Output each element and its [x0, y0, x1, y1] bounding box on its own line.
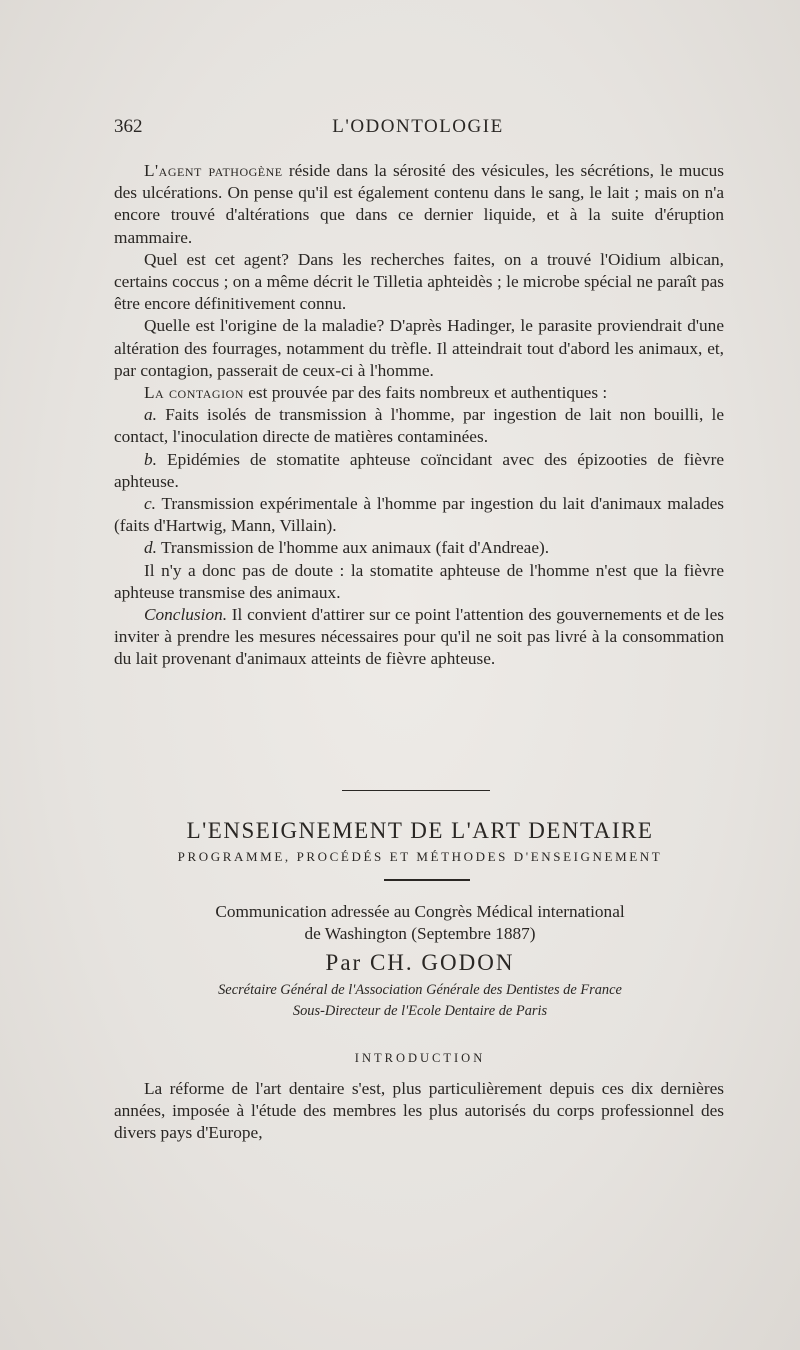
list-item-b	[114, 449, 724, 493]
item-c-text: Transmission expérimentale à l'homme par ingestion du lait d'animaux malades (faits d'Hartwig, Mann, Villain).	[114, 494, 724, 536]
body-text	[114, 160, 724, 671]
section-title: L'ENSEIGNEMENT DE L'ART DENTAIRE	[186, 818, 654, 843]
list-item-d	[114, 537, 724, 559]
introduction-paragraph: La réforme de l'art dentaire s'est, plus particulièrement depuis ces dix dernières années, imposée à l'étude des membres les plus autorisés du corps professionnel des divers pays d'Europe,	[114, 1079, 724, 1143]
item-d-text: Transmission de l'homme aux animaux (fait d'Andreae).	[156, 538, 550, 558]
item-a-label: a.	[144, 405, 157, 425]
item-d-label: d.	[144, 538, 157, 558]
title-underline	[384, 879, 470, 881]
section-subtitle: PROGRAMME, PROCÉDÉS ET MÉTHODES D'ENSEIGNEMENT	[177, 849, 663, 864]
page-number: 362	[114, 116, 143, 137]
item-b-label: b.	[144, 449, 157, 469]
author-line: Par CH. GODON	[325, 950, 515, 975]
item-b-text: Epidémies de stomatite aphteuse coïncidant avec des épizooties de fièvre aphteuse.	[114, 449, 724, 491]
list-item-c	[114, 493, 724, 537]
contagion-label: La contagion	[144, 383, 244, 403]
affiliation-line-1: Secrétaire Général de l'Association Générale des Dentistes de France	[218, 982, 622, 998]
contagion-text: est prouvée par des faits nombreux et authentiques :	[243, 383, 608, 403]
page-header	[114, 116, 722, 146]
affiliation-line-2: Sous-Directeur de l'Ecole Dentaire de Paris	[292, 1003, 548, 1019]
item-a-text: Faits isolés de transmission à l'homme, par ingestion de lait non bouilli, le contact, l'inoculation directe de matières contaminées.	[114, 405, 724, 447]
paragraph-contagion	[114, 382, 724, 404]
item-c-label: c.	[144, 494, 156, 514]
introduction-heading: INTRODUCTION	[354, 1051, 486, 1065]
communication-line-2: de Washington (Septembre 1887)	[304, 924, 536, 943]
communication-line-1: Communication adressée au Congrès Médical international	[215, 902, 625, 921]
conclusion-label: Conclusion.	[144, 605, 228, 625]
agent-label: L'agent pathogène	[144, 161, 283, 180]
introduction-text	[114, 1078, 724, 1145]
paragraph-agent	[114, 160, 724, 249]
list-item-a	[114, 404, 724, 448]
paragraph-question-agent: Quel est cet agent? Dans les recherches faites, on a trouvé l'Oidium albican, certains coccus ; on a même décrit le Tilletia aphteidès ; le microbe spécial ne paraît pas être encore définitivement connu.	[114, 249, 724, 314]
paragraph-doubt: Il n'y a donc pas de doute : la stomatite aphteuse de l'homme n'est que la fièvre aphteuse transmise des animaux.	[114, 560, 724, 602]
running-head: L'ODONTOLOGIE	[332, 116, 504, 137]
paragraph-origin: Quelle est l'origine de la maladie? D'après Hadinger, le parasite proviendrait d'une altération des fourrages, notamment du trèfle. Il atteindrait tout d'abord les animaux, et, par contagion, passerait de ceux-ci à l'homme.	[114, 316, 724, 380]
agent-text: réside dans la sérosité des vésicules, les sécrétions, le mucus des ulcérations. On pense qu'il est également contenu dans le sang, le lait ; mais on n'a encore trouvé d'altérations que dans ce dernier liquide, et à la suite d'éruption mammaire.	[114, 161, 724, 247]
section-divider	[342, 790, 490, 791]
paragraph-conclusion	[114, 604, 724, 671]
conclusion-text: Il convient d'attirer sur ce point l'attention des gouvernements et de les inviter à prendre les mesures nécessaires pour qu'il ne soit pas livré à la consommation du lait provenant d'animaux atteints de fièvre aphteuse.	[114, 605, 724, 669]
